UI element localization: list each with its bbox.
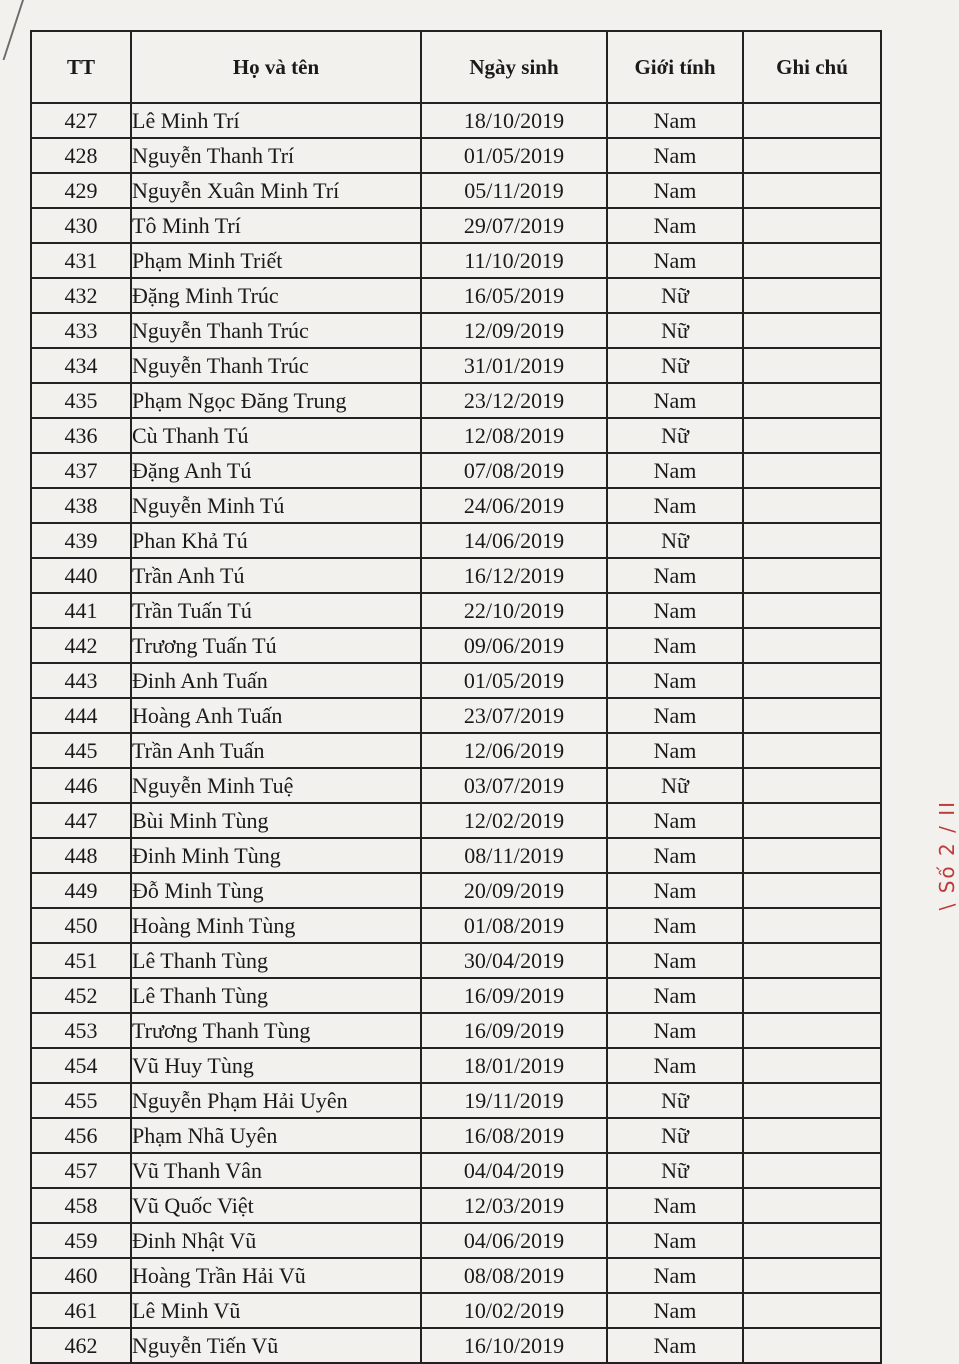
birth-date: 04/06/2019 bbox=[421, 1223, 607, 1258]
gender: Nam bbox=[607, 628, 743, 663]
student-name: Tô Minh Trí bbox=[131, 208, 421, 243]
row-number: 430 bbox=[31, 208, 131, 243]
table-body bbox=[31, 103, 881, 1363]
student-name: Nguyễn Tiến Vũ bbox=[131, 1328, 421, 1363]
birth-date: 01/05/2019 bbox=[421, 138, 607, 173]
table-row bbox=[31, 733, 881, 768]
gender: Nam bbox=[607, 383, 743, 418]
table-row bbox=[31, 1083, 881, 1118]
note bbox=[743, 943, 881, 978]
row-number: 436 bbox=[31, 418, 131, 453]
table-row bbox=[31, 383, 881, 418]
table-row bbox=[31, 1328, 881, 1363]
student-roster-table bbox=[30, 30, 882, 1364]
note bbox=[743, 698, 881, 733]
student-name: Đinh Nhật Vũ bbox=[131, 1223, 421, 1258]
row-number: 450 bbox=[31, 908, 131, 943]
gender: Nam bbox=[607, 453, 743, 488]
note bbox=[743, 278, 881, 313]
row-number: 453 bbox=[31, 1013, 131, 1048]
birth-date: 01/05/2019 bbox=[421, 663, 607, 698]
note bbox=[743, 838, 881, 873]
birth-date: 05/11/2019 bbox=[421, 173, 607, 208]
gender: Nam bbox=[607, 243, 743, 278]
birth-date: 18/01/2019 bbox=[421, 1048, 607, 1083]
student-name: Trần Anh Tuấn bbox=[131, 733, 421, 768]
header-note: Ghi chú bbox=[743, 31, 881, 103]
birth-date: 14/06/2019 bbox=[421, 523, 607, 558]
note bbox=[743, 1328, 881, 1363]
row-number: 462 bbox=[31, 1328, 131, 1363]
student-name: Lê Thanh Tùng bbox=[131, 978, 421, 1013]
table-row bbox=[31, 313, 881, 348]
gender: Nam bbox=[607, 803, 743, 838]
header-gender: Giới tính bbox=[607, 31, 743, 103]
birth-date: 23/07/2019 bbox=[421, 698, 607, 733]
student-name: Phạm Ngọc Đăng Trung bbox=[131, 383, 421, 418]
note bbox=[743, 1013, 881, 1048]
table-row bbox=[31, 103, 881, 138]
birth-date: 12/09/2019 bbox=[421, 313, 607, 348]
gender: Nam bbox=[607, 1258, 743, 1293]
gender: Nữ bbox=[607, 278, 743, 313]
gender: Nữ bbox=[607, 1083, 743, 1118]
gender: Nữ bbox=[607, 1118, 743, 1153]
student-name: Nguyễn Thanh Trúc bbox=[131, 348, 421, 383]
student-name: Nguyễn Minh Tuệ bbox=[131, 768, 421, 803]
birth-date: 12/08/2019 bbox=[421, 418, 607, 453]
birth-date: 31/01/2019 bbox=[421, 348, 607, 383]
note bbox=[743, 663, 881, 698]
table-row bbox=[31, 418, 881, 453]
table-row bbox=[31, 768, 881, 803]
birth-date: 10/02/2019 bbox=[421, 1293, 607, 1328]
row-number: 451 bbox=[31, 943, 131, 978]
student-name: Đặng Anh Tú bbox=[131, 453, 421, 488]
row-number: 439 bbox=[31, 523, 131, 558]
note bbox=[743, 1083, 881, 1118]
table-row bbox=[31, 138, 881, 173]
note bbox=[743, 873, 881, 908]
table-row bbox=[31, 488, 881, 523]
student-name: Phạm Minh Triết bbox=[131, 243, 421, 278]
note bbox=[743, 103, 881, 138]
table-row bbox=[31, 558, 881, 593]
table-row bbox=[31, 628, 881, 663]
row-number: 460 bbox=[31, 1258, 131, 1293]
note bbox=[743, 1118, 881, 1153]
row-number: 458 bbox=[31, 1188, 131, 1223]
birth-date: 29/07/2019 bbox=[421, 208, 607, 243]
note bbox=[743, 418, 881, 453]
table-row bbox=[31, 873, 881, 908]
table-row bbox=[31, 1188, 881, 1223]
note bbox=[743, 1188, 881, 1223]
table-row bbox=[31, 908, 881, 943]
gender: Nam bbox=[607, 908, 743, 943]
row-number: 427 bbox=[31, 103, 131, 138]
gender: Nam bbox=[607, 1223, 743, 1258]
row-number: 433 bbox=[31, 313, 131, 348]
table-row bbox=[31, 663, 881, 698]
student-name: Trương Tuấn Tú bbox=[131, 628, 421, 663]
row-number: 431 bbox=[31, 243, 131, 278]
birth-date: 03/07/2019 bbox=[421, 768, 607, 803]
gender: Nam bbox=[607, 558, 743, 593]
note bbox=[743, 733, 881, 768]
row-number: 447 bbox=[31, 803, 131, 838]
student-name: Hoàng Minh Tùng bbox=[131, 908, 421, 943]
gender: Nam bbox=[607, 488, 743, 523]
student-name: Đỗ Minh Tùng bbox=[131, 873, 421, 908]
student-name: Hoàng Trần Hải Vũ bbox=[131, 1258, 421, 1293]
birth-date: 18/10/2019 bbox=[421, 103, 607, 138]
table-row bbox=[31, 173, 881, 208]
birth-date: 16/05/2019 bbox=[421, 278, 607, 313]
row-number: 457 bbox=[31, 1153, 131, 1188]
birth-date: 19/11/2019 bbox=[421, 1083, 607, 1118]
note bbox=[743, 1153, 881, 1188]
student-name: Nguyễn Thanh Trúc bbox=[131, 313, 421, 348]
gender: Nam bbox=[607, 173, 743, 208]
gender: Nữ bbox=[607, 418, 743, 453]
row-number: 448 bbox=[31, 838, 131, 873]
note bbox=[743, 313, 881, 348]
table-row bbox=[31, 1153, 881, 1188]
birth-date: 12/03/2019 bbox=[421, 1188, 607, 1223]
gender: Nam bbox=[607, 838, 743, 873]
birth-date: 01/08/2019 bbox=[421, 908, 607, 943]
gender: Nam bbox=[607, 1328, 743, 1363]
row-number: 459 bbox=[31, 1223, 131, 1258]
table-row bbox=[31, 1013, 881, 1048]
gender: Nam bbox=[607, 873, 743, 908]
gender: Nam bbox=[607, 103, 743, 138]
gender: Nam bbox=[607, 593, 743, 628]
note bbox=[743, 628, 881, 663]
table-row bbox=[31, 943, 881, 978]
student-name: Trần Anh Tú bbox=[131, 558, 421, 593]
student-name: Lê Minh Trí bbox=[131, 103, 421, 138]
gender: Nam bbox=[607, 138, 743, 173]
table-row bbox=[31, 1293, 881, 1328]
row-number: 440 bbox=[31, 558, 131, 593]
note bbox=[743, 1293, 881, 1328]
student-name: Bùi Minh Tùng bbox=[131, 803, 421, 838]
student-name: Trần Tuấn Tú bbox=[131, 593, 421, 628]
gender: Nam bbox=[607, 1013, 743, 1048]
birth-date: 09/06/2019 bbox=[421, 628, 607, 663]
birth-date: 22/10/2019 bbox=[421, 593, 607, 628]
table-row bbox=[31, 698, 881, 733]
row-number: 446 bbox=[31, 768, 131, 803]
gender: Nữ bbox=[607, 348, 743, 383]
note bbox=[743, 768, 881, 803]
note bbox=[743, 558, 881, 593]
birth-date: 16/08/2019 bbox=[421, 1118, 607, 1153]
gender: Nam bbox=[607, 1188, 743, 1223]
student-name: Nguyễn Phạm Hải Uyên bbox=[131, 1083, 421, 1118]
header-dob: Ngày sinh bbox=[421, 31, 607, 103]
student-name: Cù Thanh Tú bbox=[131, 418, 421, 453]
birth-date: 07/08/2019 bbox=[421, 453, 607, 488]
table-row bbox=[31, 803, 881, 838]
birth-date: 16/09/2019 bbox=[421, 978, 607, 1013]
note bbox=[743, 348, 881, 383]
row-number: 432 bbox=[31, 278, 131, 313]
red-stamp-annotation: \ Số 2 / II bbox=[935, 800, 959, 911]
gender: Nam bbox=[607, 733, 743, 768]
student-name: Trương Thanh Tùng bbox=[131, 1013, 421, 1048]
page-edge-line bbox=[0, 0, 24, 60]
birth-date: 16/12/2019 bbox=[421, 558, 607, 593]
row-number: 454 bbox=[31, 1048, 131, 1083]
row-number: 429 bbox=[31, 173, 131, 208]
birth-date: 30/04/2019 bbox=[421, 943, 607, 978]
table-row bbox=[31, 1118, 881, 1153]
table-row bbox=[31, 453, 881, 488]
birth-date: 24/06/2019 bbox=[421, 488, 607, 523]
student-name: Nguyễn Thanh Trí bbox=[131, 138, 421, 173]
gender: Nam bbox=[607, 208, 743, 243]
table-row bbox=[31, 208, 881, 243]
header-tt: TT bbox=[31, 31, 131, 103]
note bbox=[743, 803, 881, 838]
gender: Nữ bbox=[607, 768, 743, 803]
student-name: Vũ Quốc Việt bbox=[131, 1188, 421, 1223]
row-number: 438 bbox=[31, 488, 131, 523]
note bbox=[743, 978, 881, 1013]
row-number: 441 bbox=[31, 593, 131, 628]
row-number: 435 bbox=[31, 383, 131, 418]
birth-date: 12/02/2019 bbox=[421, 803, 607, 838]
student-name: Đặng Minh Trúc bbox=[131, 278, 421, 313]
student-name: Phan Khả Tú bbox=[131, 523, 421, 558]
note bbox=[743, 488, 881, 523]
row-number: 445 bbox=[31, 733, 131, 768]
student-name: Lê Thanh Tùng bbox=[131, 943, 421, 978]
note bbox=[743, 453, 881, 488]
birth-date: 04/04/2019 bbox=[421, 1153, 607, 1188]
header-name: Họ và tên bbox=[131, 31, 421, 103]
student-name: Vũ Huy Tùng bbox=[131, 1048, 421, 1083]
student-name: Vũ Thanh Vân bbox=[131, 1153, 421, 1188]
gender: Nữ bbox=[607, 313, 743, 348]
note bbox=[743, 593, 881, 628]
gender: Nữ bbox=[607, 523, 743, 558]
table-row bbox=[31, 278, 881, 313]
table-row bbox=[31, 243, 881, 278]
row-number: 437 bbox=[31, 453, 131, 488]
birth-date: 16/09/2019 bbox=[421, 1013, 607, 1048]
note bbox=[743, 138, 881, 173]
birth-date: 11/10/2019 bbox=[421, 243, 607, 278]
note bbox=[743, 243, 881, 278]
table-row bbox=[31, 348, 881, 383]
student-name: Đinh Anh Tuấn bbox=[131, 663, 421, 698]
table-row bbox=[31, 1048, 881, 1083]
table-row bbox=[31, 838, 881, 873]
note bbox=[743, 383, 881, 418]
table-row bbox=[31, 1223, 881, 1258]
row-number: 449 bbox=[31, 873, 131, 908]
note bbox=[743, 1223, 881, 1258]
table-row bbox=[31, 523, 881, 558]
gender: Nữ bbox=[607, 1153, 743, 1188]
row-number: 443 bbox=[31, 663, 131, 698]
gender: Nam bbox=[607, 978, 743, 1013]
table-row bbox=[31, 978, 881, 1013]
birth-date: 20/09/2019 bbox=[421, 873, 607, 908]
row-number: 455 bbox=[31, 1083, 131, 1118]
gender: Nam bbox=[607, 943, 743, 978]
row-number: 428 bbox=[31, 138, 131, 173]
gender: Nam bbox=[607, 663, 743, 698]
row-number: 444 bbox=[31, 698, 131, 733]
student-name: Lê Minh Vũ bbox=[131, 1293, 421, 1328]
row-number: 456 bbox=[31, 1118, 131, 1153]
table-row bbox=[31, 593, 881, 628]
birth-date: 23/12/2019 bbox=[421, 383, 607, 418]
gender: Nam bbox=[607, 1048, 743, 1083]
row-number: 452 bbox=[31, 978, 131, 1013]
gender: Nam bbox=[607, 1293, 743, 1328]
note bbox=[743, 523, 881, 558]
note bbox=[743, 208, 881, 243]
student-name: Nguyễn Xuân Minh Trí bbox=[131, 173, 421, 208]
birth-date: 12/06/2019 bbox=[421, 733, 607, 768]
row-number: 434 bbox=[31, 348, 131, 383]
note bbox=[743, 1048, 881, 1083]
student-name: Nguyễn Minh Tú bbox=[131, 488, 421, 523]
birth-date: 08/08/2019 bbox=[421, 1258, 607, 1293]
birth-date: 08/11/2019 bbox=[421, 838, 607, 873]
row-number: 442 bbox=[31, 628, 131, 663]
student-name: Hoàng Anh Tuấn bbox=[131, 698, 421, 733]
table-header-row bbox=[31, 31, 881, 103]
note bbox=[743, 173, 881, 208]
gender: Nam bbox=[607, 698, 743, 733]
row-number: 461 bbox=[31, 1293, 131, 1328]
birth-date: 16/10/2019 bbox=[421, 1328, 607, 1363]
note bbox=[743, 908, 881, 943]
note bbox=[743, 1258, 881, 1293]
student-name: Phạm Nhã Uyên bbox=[131, 1118, 421, 1153]
table-row bbox=[31, 1258, 881, 1293]
student-name: Đinh Minh Tùng bbox=[131, 838, 421, 873]
